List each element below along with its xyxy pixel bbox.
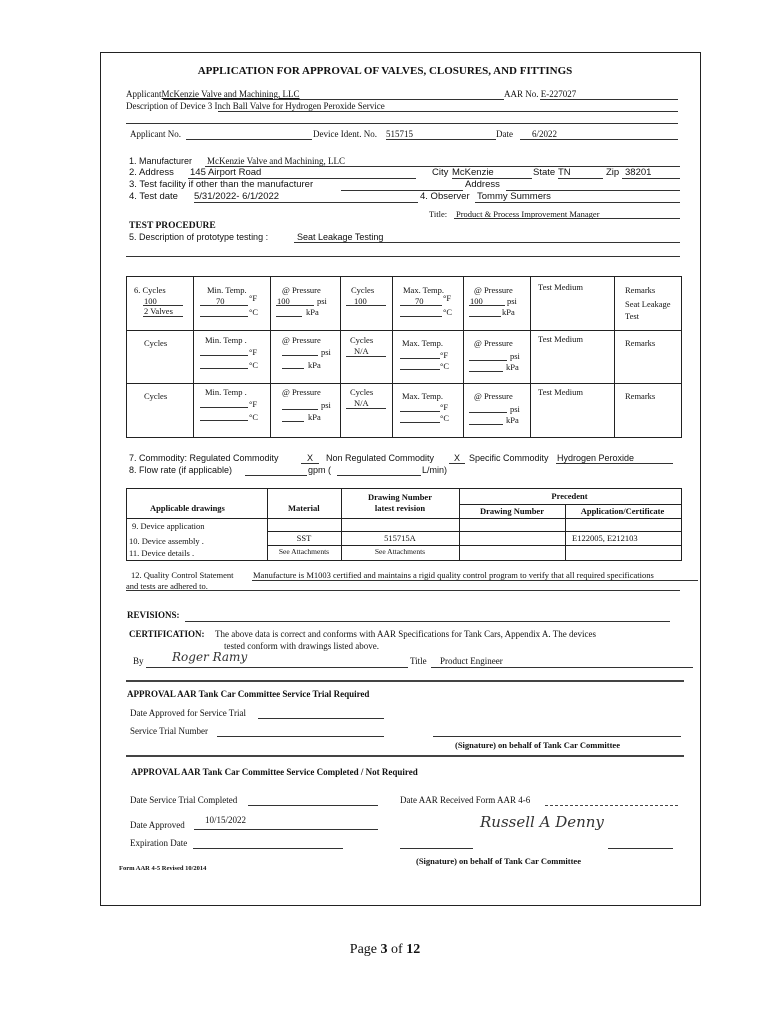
by-label: By [133,656,144,666]
test-desc-value: Seat Leakage Testing [297,232,384,242]
description-row [126,101,385,111]
r3-min-temp-label: Min. Temp . [205,387,247,397]
non-regulated-label: Non Regulated Commodity [326,453,435,463]
observer-value: Tommy Summers [477,191,551,202]
row10-material: SST [296,533,312,543]
specific-commodity-label: Specific Commodity [469,453,549,463]
address-label: 2. Address [129,167,174,178]
drawing-number-latest-header: Drawing Number [368,492,432,502]
observer-label: 4. Observer [420,191,470,202]
r1-max-unit-f: °F [443,293,452,303]
applicable-drawings-header: Applicable drawings [150,503,225,513]
r1-max-unit-c: °C [443,307,453,317]
r3-max-temp-label: Max. Temp. [402,391,444,401]
r2-max-unit-c: °C [440,361,450,371]
r1-max-temp-label: Max. Temp. [403,285,445,295]
applicant-row [126,89,300,99]
precedent-header: Precedent [551,491,588,501]
r1-min-unit-c: °C [249,307,259,317]
r2-min-unit-f: °F [249,347,258,357]
aar-no-value: E-227027 [540,89,577,99]
state-label: State [533,167,556,178]
r2-unit2-psi: psi [510,351,520,361]
r1-medium-label: Test Medium [538,282,583,292]
r3-pressure2-label: @ Pressure [474,391,513,401]
r2-cycles2-label: Cycles [350,335,374,345]
r1-cycles2-value: 100 [354,296,367,306]
r1-unit-kpa: kPa [306,307,319,317]
r3-cycles2-label: Cycles [350,387,374,397]
commodity-label: 7. Commodity: Regulated Commodity [129,453,279,463]
lmin-label: L/min) [422,465,448,475]
expiration-label: Expiration Date [130,838,188,848]
r3-cycles-label: Cycles [144,391,168,401]
r2-unit2-kpa: kPa [506,362,519,372]
r3-unit-kpa: kPa [308,412,321,422]
state-value: TN [558,167,571,178]
r1-pressure-value: 100 [277,296,290,306]
row10-drawing-number: 515715A [384,533,416,543]
row10-label: 10. Device assembly . [129,536,204,546]
address2-label: Address [465,179,500,190]
row11-label: 11. Device details . [129,548,195,558]
city-label: City [432,167,449,178]
qc-text-1: Manufacture is M1003 certified and maintains a rigid quality control program to verify that all required specifications [253,570,654,580]
r3-pressure-label: @ Pressure [282,387,321,397]
r3-unit2-psi: psi [510,404,520,414]
description-value: 3 Inch Ball Valve for Hydrogen Peroxide Service [207,101,385,111]
test-date-label: 4. Test date [129,191,178,202]
date-approved-trial-label: Date Approved for Service Trial [130,708,246,718]
observer-title-label: Title: [429,209,448,219]
r3-cycles2-value: N/A [354,398,369,408]
manufacturer-value: McKenzie Valve and Machining, LLC [207,156,346,166]
service-trial-number-label: Service Trial Number [130,726,208,736]
description-label: Description of Device [126,101,206,111]
applicant-no-label: Applicant No. [130,129,181,139]
r3-min-unit-f: °F [249,399,258,409]
device-ident-label: Device Ident. No. [313,129,377,139]
test-desc-label: 5. Description of prototype testing : [129,232,269,242]
test-facility-label: 3. Test facility if other than the manufacturer [129,179,314,190]
page-of: of [391,942,403,957]
r1-min-unit-f: °F [249,293,258,303]
date-approved-value: 10/15/2022 [205,815,247,825]
form-title: APPLICATION FOR APPROVAL OF VALVES, CLOSURES, AND FITTINGS [197,65,573,77]
r2-max-temp-label: Max. Temp. [402,338,444,348]
r1-cycles-val2: 2 Valves [144,306,173,316]
r2-unit-kpa: kPa [308,360,321,370]
r1-cycles2-label: Cycles [351,285,375,295]
device-ident-value: 515715 [386,129,413,139]
r3-max-unit-c: °C [440,413,450,423]
r1-max-temp-value: 70 [415,296,424,306]
row11-drawing-number: See Attachments [374,547,426,556]
non-regulated-mark: X [454,453,461,463]
r3-remarks-label: Remarks [625,391,656,401]
applicant-value: McKenzie Valve and Machining, LLC [161,89,300,99]
manufacturer-label: 1. Manufacturer [129,156,193,166]
date-label: Date [496,129,513,139]
r1-cycles-val1: 100 [144,296,157,306]
date-completed-label: Date Service Trial Completed [130,795,238,805]
row10-certificate: E122005, E212103 [572,533,638,543]
r3-unit2-kpa: kPa [506,415,519,425]
r2-unit-psi: psi [321,347,331,357]
page-number [0,942,770,958]
r2-max-unit-f: °F [440,350,449,360]
date-approved-label: Date Approved [130,820,185,830]
certification-text-1: The above data is correct and conforms with AAR Specifications for Tank Cars, Appendix A. The devices [215,629,596,639]
page-prefix: Page [349,942,378,957]
specific-commodity-value: Hydrogen Peroxide [557,453,635,463]
date-received-label: Date AAR Received Form AAR 4-6 [400,795,531,805]
r3-medium-label: Test Medium [538,387,583,397]
r2-pressure2-label: @ Pressure [474,338,513,348]
date-value: 6/2022 [532,129,558,139]
precedent-drawing-number-header: Drawing Number [480,506,544,516]
observer-title-value: Product & Process Improvement Manager [456,209,600,219]
completed-signature-label: (Signature) on behalf of Tank Car Committee [416,856,581,866]
zip-value: 38201 [625,167,652,178]
certification-text-2: tested conform with drawings listed above. [224,641,379,651]
precedent-app-cert-header: Application/Certificate [580,506,665,516]
qc-text-2: and tests are adhered to. [126,581,208,591]
row9-label: 9. Device application [132,521,205,531]
r1-min-temp-value: 70 [216,296,225,306]
r3-min-unit-c: °C [249,412,259,422]
r2-cycles-label: Cycles [144,338,168,348]
revisions-label: REVISIONS: [127,610,180,620]
r2-pressure-label: @ Pressure [282,335,321,345]
committee-signature: Russell A Denny [480,813,604,831]
certifier-signature: Roger Ramy [172,650,248,664]
r3-unit-psi: psi [321,400,331,410]
approval-trial-heading: APPROVAL AAR Tank Car Committee Service Trial Required [127,689,370,699]
cert-title-label: Title [410,656,427,666]
form-id: Form AAR 4-5 Revised 10/2014 [119,865,207,872]
r1-unit-psi: psi [317,296,327,306]
r2-remarks-label: Remarks [625,338,656,348]
r1-pressure2-label: @ Pressure [474,285,513,295]
flow-rate-label: 8. Flow rate (if applicable) [129,465,233,475]
aar-no [504,89,576,99]
page-total: 12 [406,942,421,957]
r1-unit2-kpa: kPa [502,307,515,317]
approval-completed-heading: APPROVAL AAR Tank Car Committee Service Completed / Not Required [131,767,418,777]
r2-min-unit-c: °C [249,360,259,370]
zip-label: Zip [606,167,620,178]
r2-cycles2-value: N/A [354,346,369,356]
r1-unit2-psi: psi [507,296,517,306]
certification-label: CERTIFICATION: [129,629,205,639]
gpm-label: gpm ( [308,465,332,475]
aar-no-label: AAR No. [504,89,539,99]
applicant-label: Applicant [126,89,162,99]
regulated-mark: X [307,453,314,463]
cycles-table [126,276,682,438]
r1-cycles-label: 6. Cycles [134,285,166,295]
r1-min-temp-label: Min. Temp. [207,285,247,295]
r1-pressure2-value: 100 [470,296,483,306]
test-procedure-heading: TEST PROCEDURE [129,221,216,231]
r3-max-unit-f: °F [440,402,449,412]
r1-remarks-val2: Test [625,311,640,321]
trial-signature-label: (Signature) on behalf of Tank Car Committee [455,740,620,750]
page-current: 3 [380,942,388,957]
r1-remarks-val1: Seat Leakage [625,299,671,309]
test-date-value: 5/31/2022- 6/1/2022 [194,191,280,202]
r1-pressure-label: @ Pressure [282,285,321,295]
city-value: McKenzie [452,167,494,178]
row11-material: See Attachments [278,547,330,556]
r2-medium-label: Test Medium [538,334,583,344]
cert-title-value: Product Engineer [440,656,503,666]
material-header: Material [288,503,320,513]
r2-min-temp-label: Min. Temp . [205,335,247,345]
r1-remarks-label: Remarks [625,285,656,295]
latest-revision-header: latest revision [374,503,426,513]
qc-label: 12. Quality Control Statement [131,570,234,580]
address-value: 145 Airport Road [190,167,262,178]
